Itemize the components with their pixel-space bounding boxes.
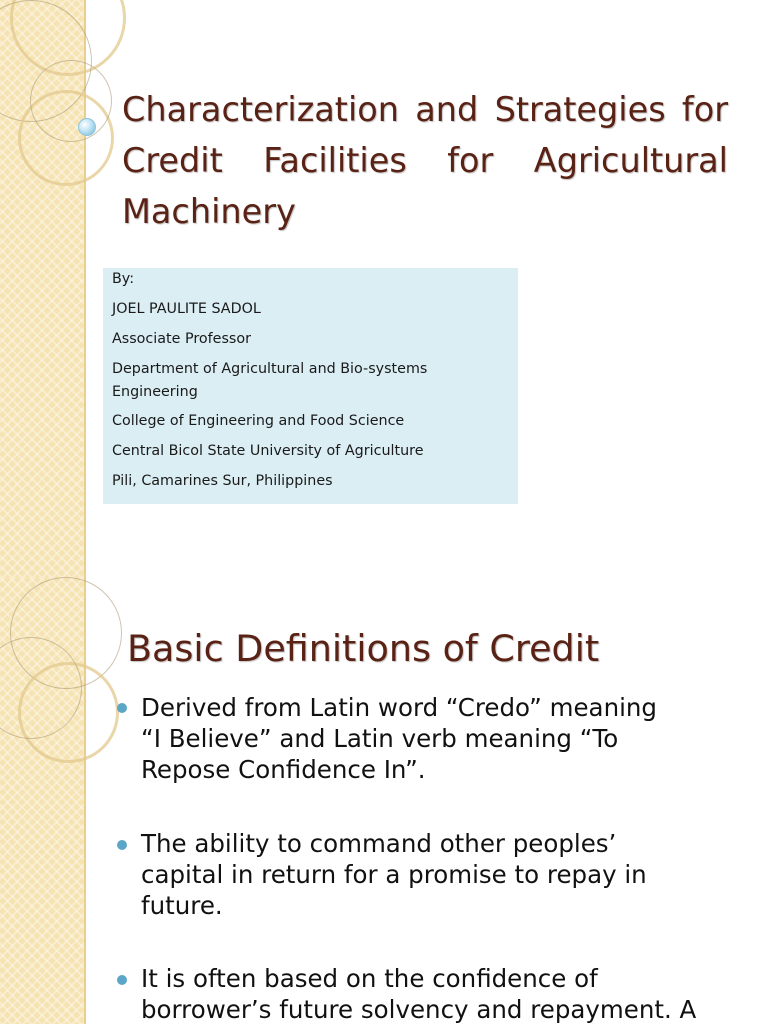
author-name: JOEL PAULITE SADOL [112, 301, 261, 317]
author-by-label: By: [112, 271, 135, 287]
bullet-line: capital in return for a promise to repay in [141, 860, 647, 889]
bullet-line: It is often based on the confidence of [141, 964, 598, 993]
author-college: College of Engineering and Food Science [112, 413, 405, 429]
bullet-item [141, 692, 741, 785]
author-department: Department of Agricultural and Bio-systems [112, 361, 428, 377]
bullet-icon [117, 975, 127, 985]
bullet-line: Repose Confidence In”. [141, 755, 426, 784]
author-department-cont: Engineering [112, 384, 198, 400]
bullet-line: future. [141, 891, 223, 920]
slide-title: Basic Definitions of Credit [127, 627, 600, 670]
bullet-icon [117, 840, 127, 850]
bullet-icon [117, 703, 127, 713]
author-position: Associate Professor [112, 331, 251, 347]
bullet-line: borrower’s future solvency and repayment. A [141, 995, 697, 1024]
decorative-ring [30, 60, 112, 142]
author-location: Pili, Camarines Sur, Philippines [112, 473, 333, 489]
slide-title: Characterization and Strategies for Credit Facilities for Agricultural Machinery [122, 90, 728, 231]
bullet-line: “I Believe” and Latin verb meaning “To [141, 724, 619, 753]
bullet-line: The ability to command other peoples’ [141, 829, 617, 858]
decorative-bubble [78, 118, 96, 136]
author-info-box [103, 268, 518, 504]
bullet-item [141, 963, 741, 1024]
bullet-line: Derived from Latin word “Credo” meaning [141, 693, 657, 722]
author-university: Central Bicol State University of Agriculture [112, 443, 424, 459]
bullet-item [141, 828, 741, 921]
definitions-slide [0, 577, 768, 1024]
